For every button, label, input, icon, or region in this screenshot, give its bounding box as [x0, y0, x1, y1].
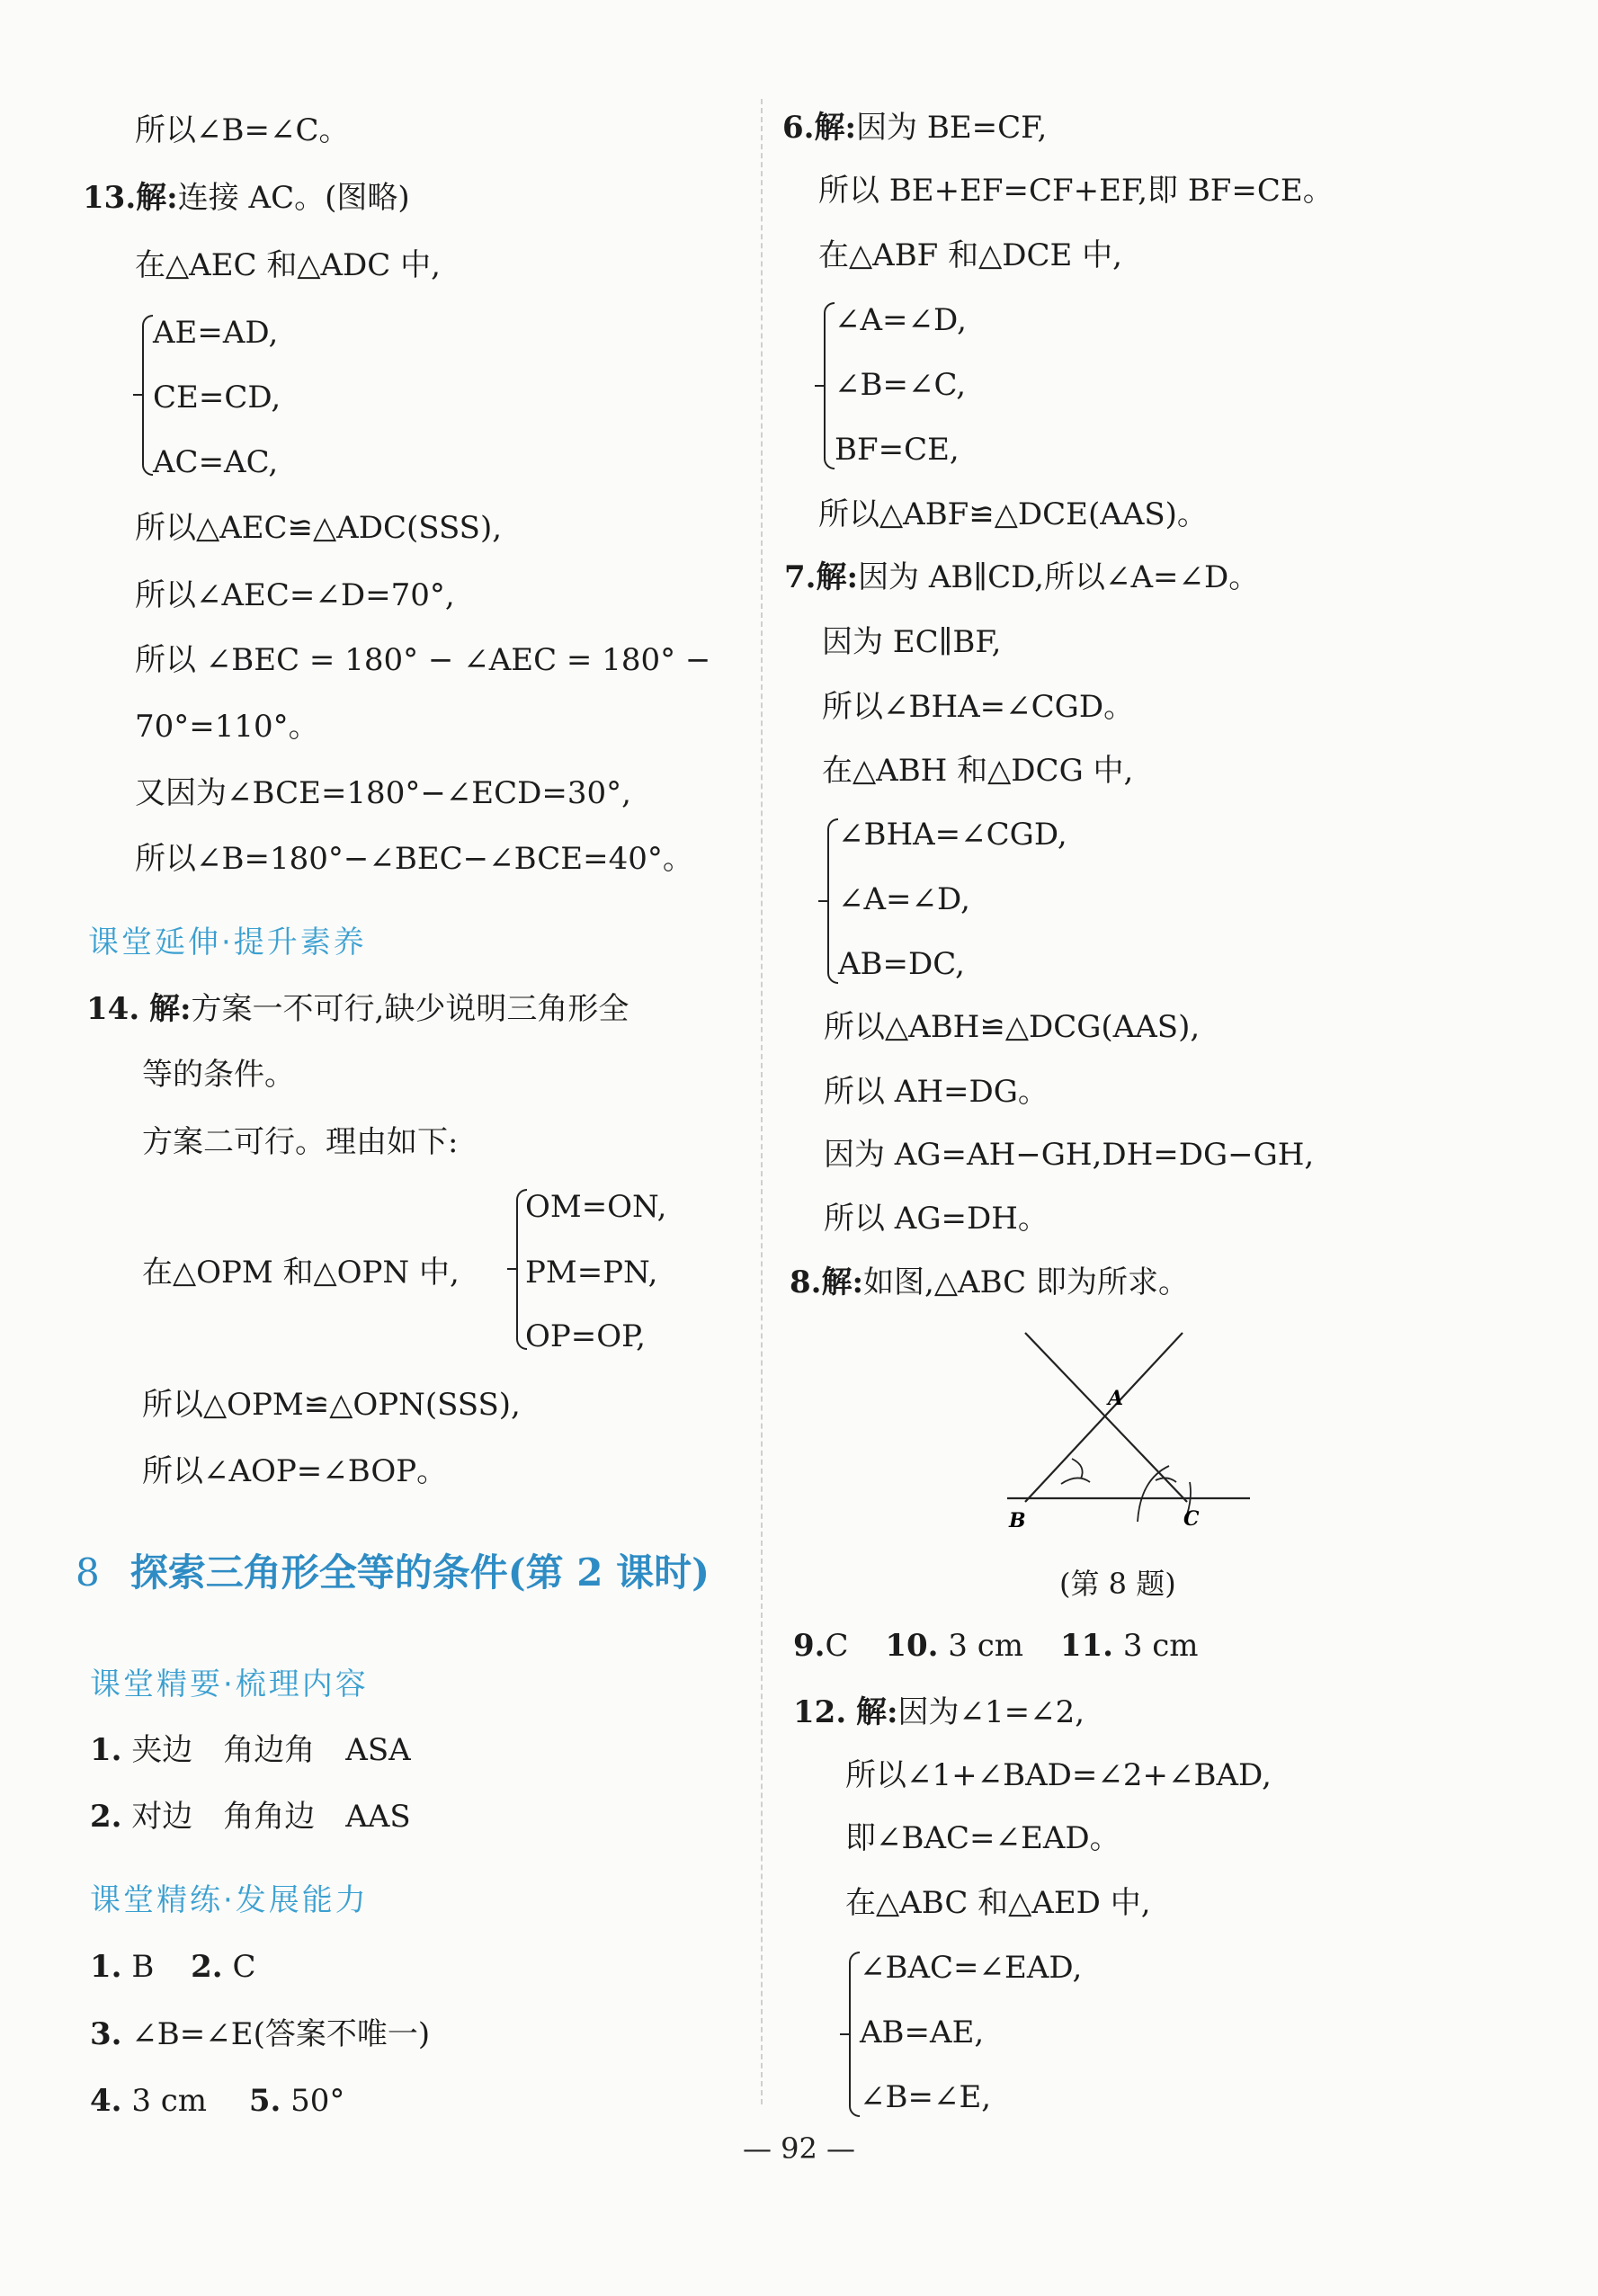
text-line: 因为∠1=∠2,	[897, 1694, 1085, 1730]
text-line: 因为 AG=AH−GH,DH=DG−GH,	[824, 1137, 1315, 1173]
point-label-b: B	[1009, 1509, 1026, 1532]
lesson-title	[76, 1543, 710, 1597]
text-line: 所以∠B=∠C。	[135, 112, 350, 148]
system-line: ∠BAC=∠EAD,	[860, 1950, 1083, 1986]
problem-number: 5.	[248, 2083, 281, 2119]
text-line: 所以△ABH≌△DCG(AAS),	[824, 1009, 1201, 1045]
solution-label: 解:	[855, 1694, 898, 1730]
text-line: 所以△ABF≌△DCE(AAS)。	[818, 496, 1208, 532]
solution-label: 解:	[148, 991, 192, 1027]
point-label-c: C	[1183, 1507, 1200, 1531]
text-line: 等的条件。	[142, 1057, 295, 1093]
answer-text: 50°	[290, 2083, 345, 2119]
solution-label: 解:	[136, 180, 178, 216]
problem-6	[782, 108, 1047, 147]
problem-number: 13.	[83, 180, 137, 216]
problem-8	[790, 1263, 1189, 1302]
problem-number: 11.	[1059, 1628, 1113, 1664]
construction-figure	[1007, 1322, 1277, 1538]
text-line: 方案二可行。理由如下:	[142, 1124, 459, 1160]
point-label-a: A	[1108, 1387, 1124, 1410]
problem-number: 1.	[90, 1732, 122, 1768]
answer-text: 夹边 角边角 ASA	[131, 1732, 411, 1768]
answer-text: C	[232, 1949, 256, 1985]
text-line: 连接 AC。(图略)	[177, 180, 410, 216]
problem-number: 8.	[790, 1264, 822, 1300]
construction-arc	[1072, 1459, 1083, 1479]
text-line: 即∠BAC=∠EAD。	[845, 1820, 1120, 1856]
section-heading: 课堂延伸·提升素养	[88, 925, 367, 960]
text-line: 在△OPM 和△OPN 中,	[142, 1255, 460, 1291]
solution-label: 解:	[821, 1264, 864, 1300]
brace	[849, 1952, 860, 2117]
problem-7	[784, 558, 1259, 597]
answer-text: 3 cm	[1122, 1628, 1199, 1664]
problem-13	[83, 178, 410, 218]
text-line: 因为 AB∥CD,所以∠A=∠D。	[858, 559, 1260, 595]
answer-text: 3 cm	[131, 2083, 208, 2119]
answer-line	[793, 1626, 1199, 1666]
system-line: ∠A=∠D,	[835, 302, 967, 338]
problem-number: 1.	[90, 1949, 122, 1985]
text-line: 如图,△ABC 即为所求。	[863, 1264, 1190, 1300]
answer-text: 3 cm	[948, 1628, 1024, 1664]
problem-number: 4.	[90, 2083, 122, 2119]
construction-arc	[1061, 1478, 1090, 1484]
figure-caption: (第 8 题)	[1059, 1567, 1176, 1601]
problem-number: 2.	[90, 1799, 122, 1835]
problem-number: 7.	[784, 559, 817, 595]
text-line: 在△AEC 和△ADC 中,	[135, 247, 441, 283]
text-line: 又因为∠BCE=180°−∠ECD=30°,	[135, 775, 631, 811]
lesson-number: 8	[76, 1550, 100, 1595]
brace	[827, 818, 838, 984]
answer-line	[90, 1947, 255, 1987]
system-line: AB=AE,	[860, 2015, 985, 2050]
system-line: AE=AD,	[153, 315, 279, 351]
text-line: 70°=110°。	[135, 709, 319, 745]
system-line: ∠BHA=∠CGD,	[838, 817, 1067, 853]
system-line: ∠B=∠E,	[860, 2079, 992, 2115]
answer-text: ∠B=∠E(答案不唯一)	[131, 2016, 431, 2052]
section-heading: 课堂精要·梳理内容	[90, 1666, 369, 1702]
system-line: AB=DC,	[838, 946, 965, 982]
system-line: OM=ON,	[525, 1189, 667, 1225]
text-line: 所以 AG=DH。	[824, 1201, 1049, 1237]
solution-label: 解:	[816, 559, 859, 595]
text-line: 所以∠1+∠BAD=∠2+∠BAD,	[845, 1757, 1272, 1793]
system-line: PM=PN,	[525, 1255, 658, 1291]
answer-line	[90, 2015, 430, 2054]
text-line: 因为 EC∥BF,	[822, 624, 1002, 660]
text-line: 所以∠AOP=∠BOP。	[142, 1453, 448, 1489]
text-line: 因为 BE=CF,	[856, 110, 1048, 146]
answer-line	[90, 2081, 344, 2121]
lesson-title-text: 探索三角形全等的条件(第 2 课时)	[129, 1550, 710, 1595]
answer-text: 对边 角角边 AAS	[131, 1799, 411, 1835]
system-line: ∠B=∠C,	[835, 367, 967, 403]
text-line: 在△ABF 和△DCE 中,	[818, 237, 1122, 273]
system-line: ∠A=∠D,	[838, 881, 970, 917]
system-line: AC=AC,	[153, 444, 279, 480]
system-line: BF=CE,	[835, 432, 960, 468]
page-number: — 92 —	[742, 2131, 856, 2166]
solution-label: 解:	[814, 110, 857, 146]
text-line: 在△ABC 和△AED 中,	[845, 1885, 1151, 1921]
answer-text: C	[825, 1628, 849, 1664]
problem-number: 2.	[191, 1949, 223, 1985]
system-line: CE=CD,	[153, 380, 281, 415]
brace	[142, 315, 153, 476]
text-line: 所以 BE+EF=CF+EF,即 BF=CE。	[818, 173, 1334, 209]
answer-line	[90, 1797, 411, 1836]
problem-number: 6.	[782, 110, 815, 146]
text-line: 所以 AH=DG。	[824, 1074, 1049, 1110]
column-divider	[761, 99, 763, 2104]
problem-number: 10.	[885, 1628, 939, 1664]
problem-number: 14.	[86, 991, 140, 1027]
problem-14	[86, 989, 629, 1029]
section-heading: 课堂精练·发展能力	[90, 1882, 369, 1918]
text-line: 在△ABH 和△DCG 中,	[822, 753, 1134, 789]
answer-line	[90, 1730, 411, 1770]
text-line: 所以∠BHA=∠CGD。	[822, 689, 1135, 725]
text-line: 所以△AEC≌△ADC(SSS),	[135, 510, 503, 546]
text-line: 方案一不可行,缺少说明三角形全	[191, 991, 629, 1027]
text-line: 所以∠AEC=∠D=70°,	[135, 577, 455, 613]
answer-text: B	[131, 1949, 155, 1985]
brace	[824, 302, 835, 469]
problem-number: 12.	[793, 1694, 847, 1730]
system-line: OP=OP,	[525, 1318, 646, 1354]
text-line: 所以∠B=180°−∠BEC−∠BCE=40°。	[135, 841, 693, 877]
text-line: 所以△OPM≌△OPN(SSS),	[142, 1387, 521, 1423]
problem-number: 9.	[793, 1628, 826, 1664]
problem-number: 3.	[90, 2016, 122, 2052]
problem-12	[793, 1693, 1085, 1732]
text-line: 所以 ∠BEC = 180° − ∠AEC = 180° −	[135, 642, 711, 678]
construction-arc	[1138, 1466, 1169, 1522]
